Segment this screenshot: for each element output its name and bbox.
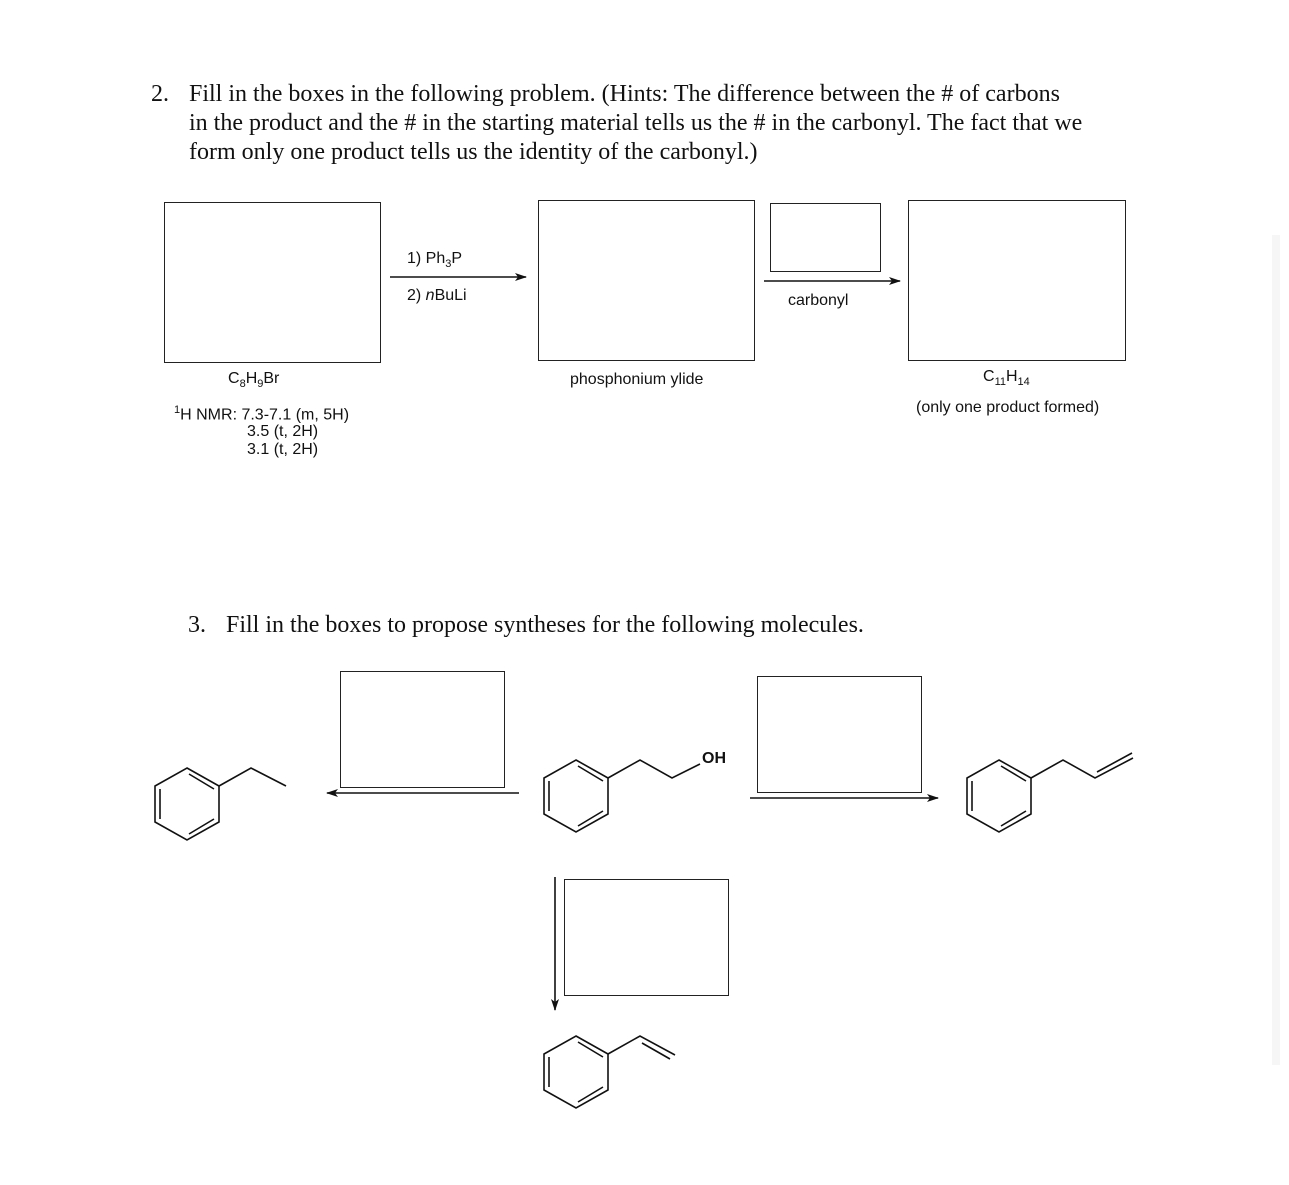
nmr-line-2: 3.5 (t, 2H) — [247, 423, 319, 440]
formula-h-count: 9 — [257, 378, 264, 391]
question-2-line-3: form only one product tells us the identity of the carbonyl.) — [189, 139, 758, 165]
hydroxyl-label: OH — [702, 750, 726, 767]
propylbenzene-structure — [155, 768, 286, 840]
product-formula-c: C — [983, 368, 995, 385]
question-2-number: 2. — [151, 81, 169, 107]
question-2-line-2: in the product and the # in the starting material tells us the # in the carbonyl. The fact that we — [189, 110, 1083, 136]
product-formula-c-count: 11 — [994, 376, 1006, 389]
formula-br: Br — [263, 370, 280, 387]
nmr-line-3: 3.1 (t, 2H) — [247, 441, 319, 458]
reagent-2-text: 2) — [407, 287, 426, 304]
formula-c: C — [228, 370, 240, 387]
reagent-1-suffix: P — [451, 250, 463, 267]
allylbenzene-structure — [967, 753, 1133, 832]
reagent-2-suffix: BuLi — [434, 287, 467, 304]
nmr-superscript: 1 — [174, 404, 181, 416]
question-2-line-1: Fill in the boxes in the following problem. (Hints: The difference between the # of carbons — [189, 81, 1060, 107]
product-note: (only one product formed) — [916, 399, 1100, 416]
phenylpropanol-structure — [544, 760, 700, 832]
styrene-structure — [544, 1036, 675, 1108]
question-3-number: 3. — [188, 612, 206, 638]
ylide-label: phosphonium ylide — [570, 371, 704, 388]
question-3-text: Fill in the boxes to propose syntheses for the following molecules. — [226, 612, 864, 638]
page-edge — [1272, 235, 1280, 1065]
reagent-1-subscript: 3 — [445, 258, 452, 271]
reagent-2-italic: n — [425, 287, 435, 304]
product-formula-h: H — [1005, 368, 1018, 385]
formula-h: H — [245, 370, 258, 387]
reagent-1-text: 1) Ph — [407, 250, 446, 267]
product-formula-h-count: 14 — [1017, 376, 1030, 389]
formula-c-count: 8 — [239, 378, 246, 391]
nmr-line-1-text: H NMR: 7.3-7.1 (m, 5H) — [180, 406, 350, 424]
carbonyl-label: carbonyl — [788, 292, 849, 309]
